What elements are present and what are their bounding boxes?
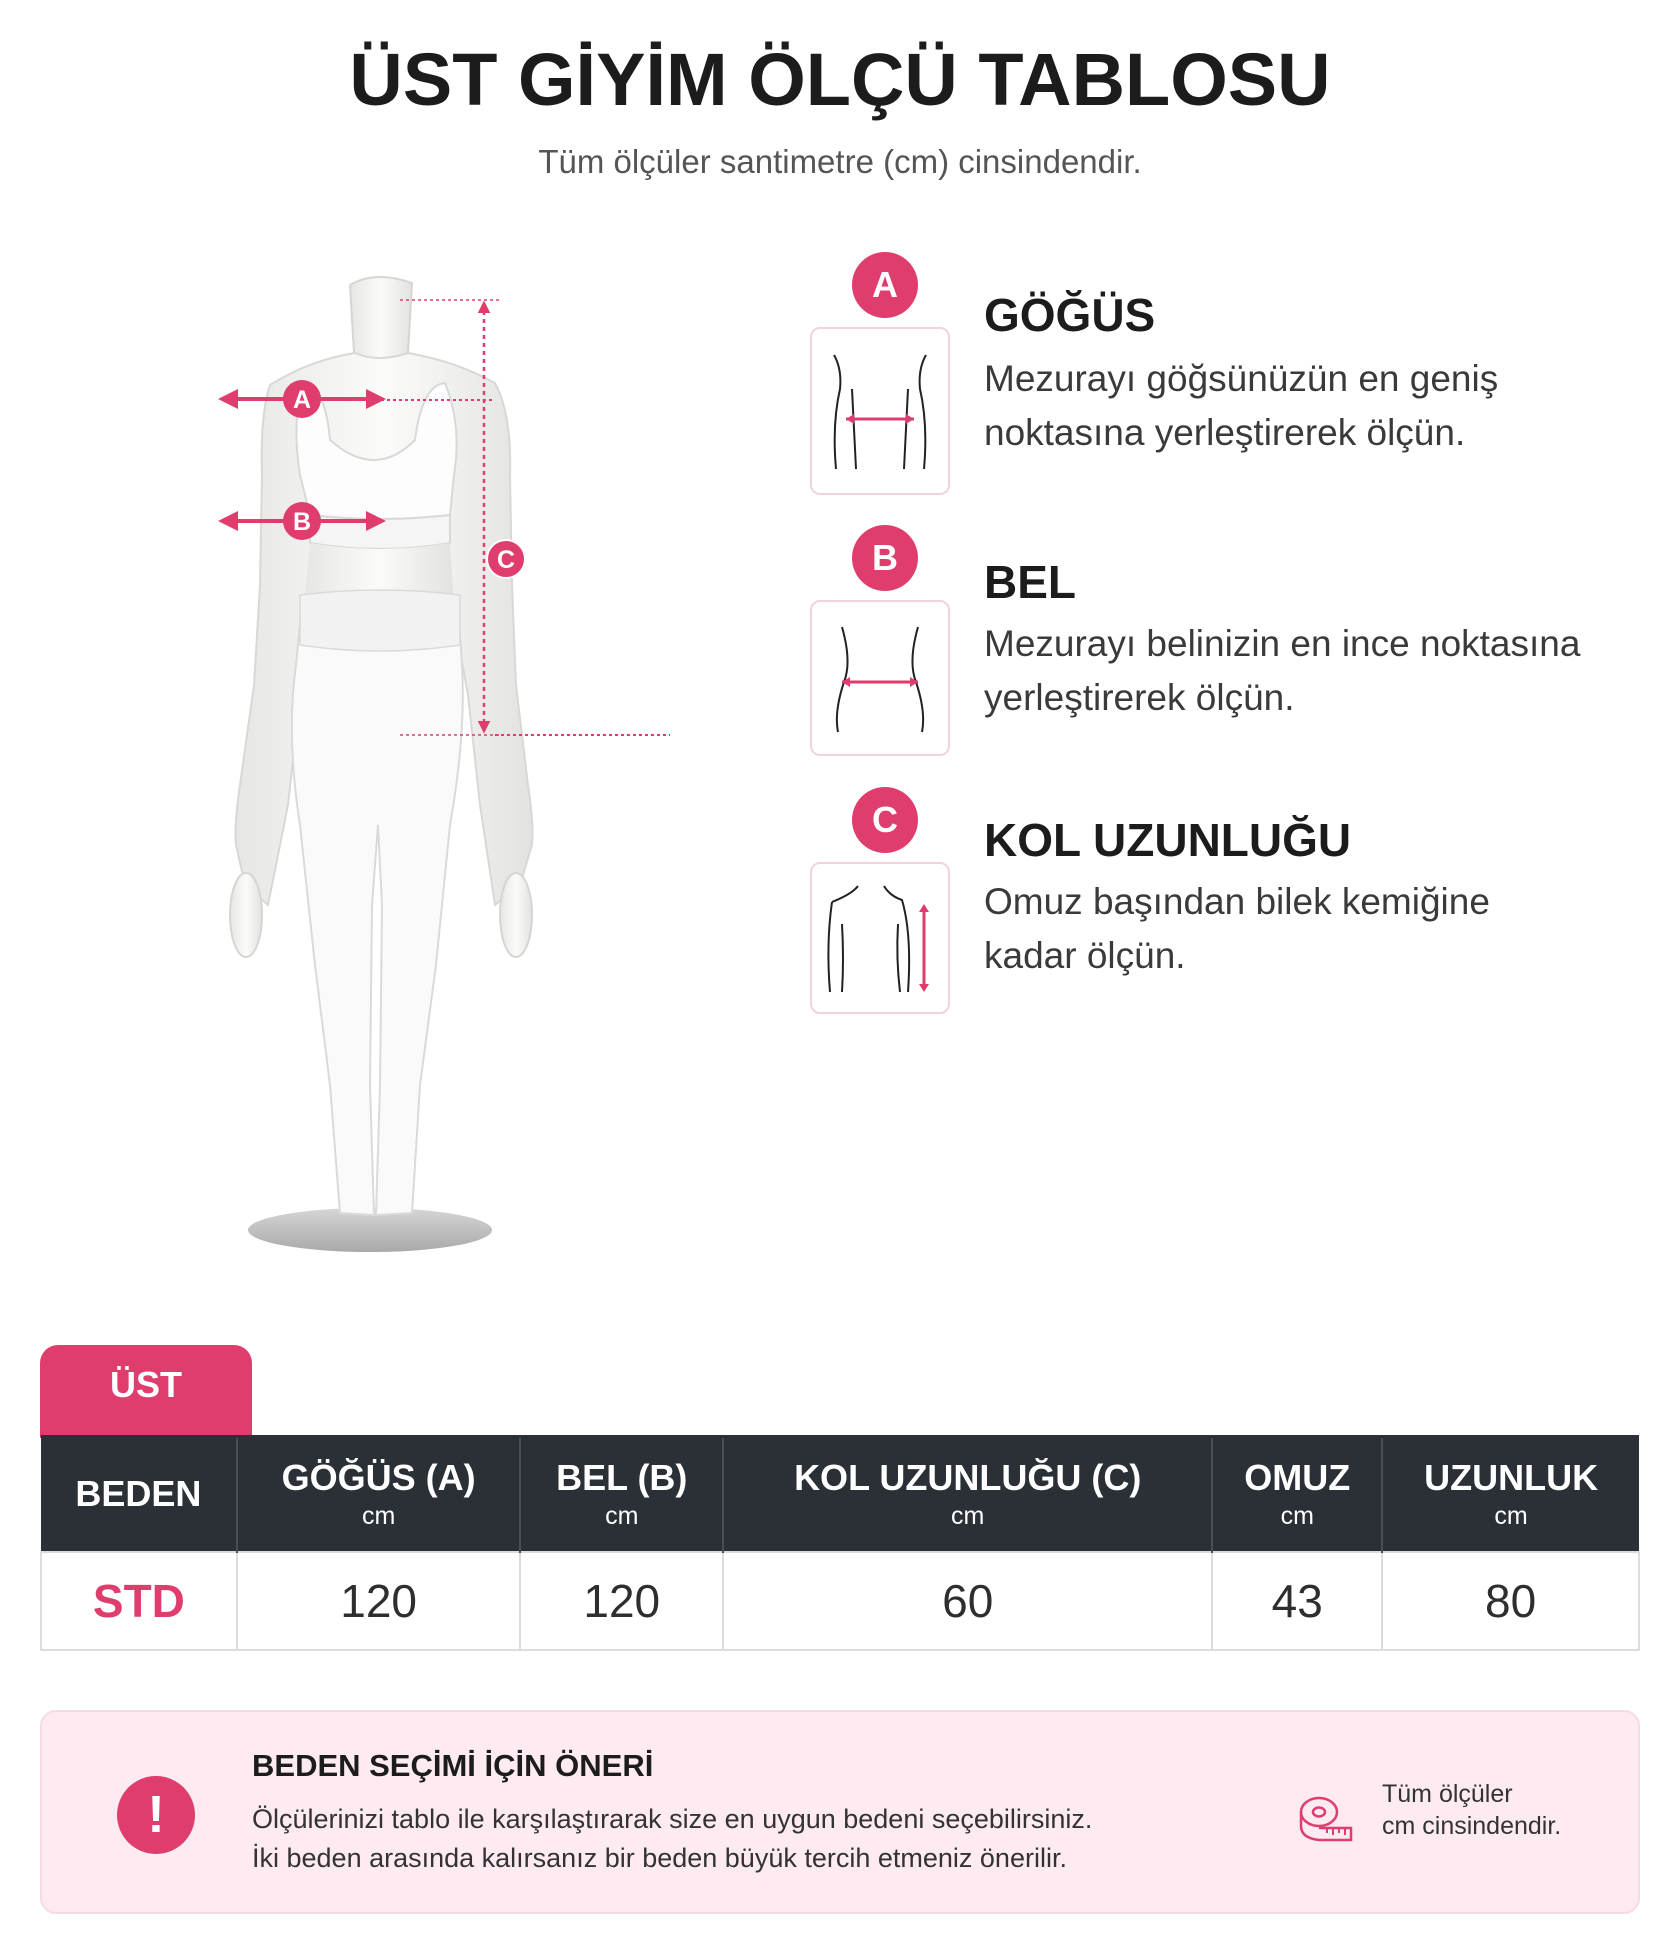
guide-waist-title: BEL: [984, 556, 1076, 608]
guide-chest: [810, 252, 1660, 502]
marker-c-label: C: [496, 546, 516, 574]
cell-sleeve: 60: [723, 1552, 1212, 1650]
guide-waist-line1: Mezurayı belinizin en ince noktasına: [984, 623, 1581, 664]
column-header-chest: GÖĞÜS (A) cm: [237, 1437, 521, 1552]
guide-chest-line2: noktasına yerleştirerek ölçün.: [984, 412, 1466, 453]
size-advice-box: [40, 1710, 1640, 1914]
tab-ust[interactable]: ÜST: [40, 1345, 252, 1438]
exclamation-icon: !: [117, 1776, 195, 1854]
table-header-row: [41, 1437, 1639, 1552]
unit-note-line-2: cm cinsindendir.: [1382, 1812, 1562, 1840]
mannequin-illustration: [150, 265, 670, 1275]
cell-length: 80: [1382, 1552, 1639, 1650]
marker-a-label: A: [292, 386, 312, 414]
guide-waist-line2: yerleştirerek ölçün.: [984, 677, 1295, 718]
unit-note-line-1: Tüm ölçüler: [1382, 1780, 1513, 1808]
guide-badge-a: A: [852, 252, 918, 318]
table-row: [41, 1552, 1639, 1650]
page-subtitle: Tüm ölçüler santimetre (cm) cinsindendir.: [538, 143, 1142, 180]
waist-diagram-icon: [810, 600, 950, 756]
size-table: [40, 1435, 1640, 1651]
guide-sleeve-title: KOL UZUNLUĞU: [984, 814, 1352, 866]
column-header-size: BEDEN: [41, 1437, 237, 1552]
header: [0, 30, 1680, 182]
tape-measure-icon: [1297, 1790, 1355, 1848]
column-header-sleeve: KOL UZUNLUĞU (C) cm: [723, 1437, 1212, 1552]
column-header-shoulder: OMUZ cm: [1212, 1437, 1382, 1552]
guide-sleeve: [810, 787, 1660, 1027]
sleeve-diagram-icon: [810, 862, 950, 1014]
cell-size: STD: [41, 1552, 237, 1650]
guide-sleeve-line2: kadar ölçün.: [984, 935, 1186, 976]
advice-title: BEDEN SEÇİMİ İÇİN ÖNERİ: [252, 1748, 654, 1783]
column-header-length: UZUNLUK cm: [1382, 1437, 1639, 1552]
guide-badge-c: C: [852, 787, 918, 853]
marker-b-label: B: [292, 508, 312, 536]
guide-chest-title: GÖĞÜS: [984, 289, 1156, 341]
advice-line-2: İki beden arasında kalırsanız bir beden büyük tercih etmeniz önerilir.: [252, 1843, 1067, 1873]
guide-waist: [810, 525, 1660, 765]
advice-line-1: Ölçülerinizi tablo ile karşılaştırarak size en uygun bedeni seçebilirsiniz.: [252, 1804, 1093, 1834]
cell-chest: 120: [237, 1552, 521, 1650]
chest-diagram-icon: [810, 327, 950, 495]
cell-waist: 120: [520, 1552, 723, 1650]
guide-sleeve-line1: Omuz başından bilek kemiğine: [984, 881, 1490, 922]
cell-shoulder: 43: [1212, 1552, 1382, 1650]
guide-chest-line1: Mezurayı göğsünüzün en geniş: [984, 358, 1499, 399]
column-header-waist: BEL (B) cm: [520, 1437, 723, 1552]
page-title: ÜST GİYİM ÖLÇÜ TABLOSU: [349, 38, 1331, 121]
guide-badge-b: B: [852, 525, 918, 591]
mannequin-figure: [150, 265, 670, 1275]
